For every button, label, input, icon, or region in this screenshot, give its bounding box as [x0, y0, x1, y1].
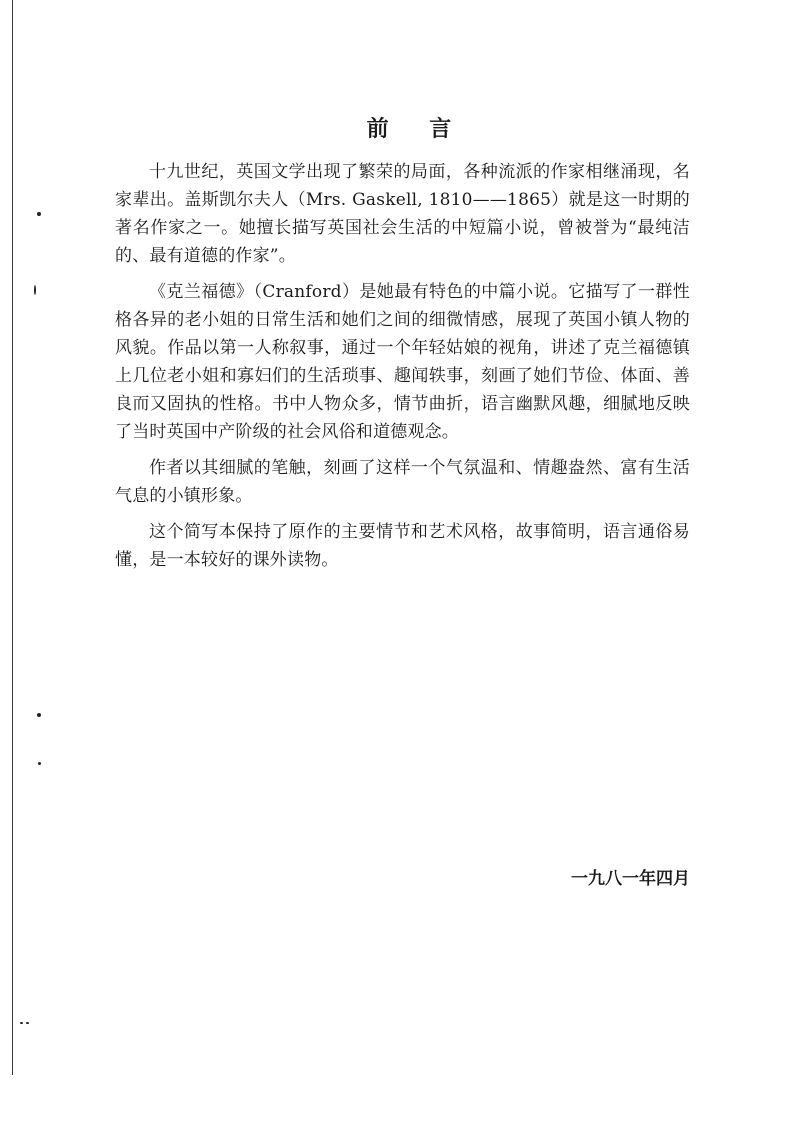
paragraph: 《克兰福德》（Cranford）是她最有特色的中篇小说。它描写了一群性格各异的老小姐的日常生活和她们之间的细微情感，展现了英国小镇人物的风貌。作品以第一人称叙事，通过一个年轻姑娘的视角，讲述了克兰福德镇上几位老小姐和寡妇们的生活琐事、趣闻轶事，刻画了她们节俭、体面、善良而又固执的性格。书中人物众多，情节曲折，语言幽默风趣，细腻地反映了当时英国中产阶级的社会风俗和道德观念。	[115, 282, 690, 442]
date-signature: 一九八一年四月	[571, 869, 690, 889]
scan-speck	[20, 1022, 23, 1024]
page-edge-line	[12, 0, 13, 1075]
scan-speck	[34, 285, 36, 295]
scan-speck	[26, 1022, 29, 1024]
page-title: 前 言	[366, 116, 454, 142]
scan-speck	[37, 212, 41, 216]
paragraph: 十九世纪，英国文学出现了繁荣的局面，各种流派的作家相继涌现，名家辈出。盖斯凯尔夫人（Mrs. Gaskell, 1810——1865）就是这一时期的著名作家之一。她擅长描写英国社会生活的中短篇小说，曾被誉为“最纯洁的、最有道德的作家”。	[115, 162, 690, 266]
paragraph: 这个简写本保持了原作的主要情节和艺术风格，故事简明，语言通俗易懂，是一本较好的课外读物。	[115, 522, 690, 570]
preface-body	[115, 158, 690, 582]
scan-speck	[38, 762, 41, 765]
scan-speck	[37, 713, 41, 717]
paragraph: 作者以其细腻的笔触，刻画了这样一个气氛温和、情趣盎然、富有生活气息的小镇形象。	[115, 458, 690, 506]
